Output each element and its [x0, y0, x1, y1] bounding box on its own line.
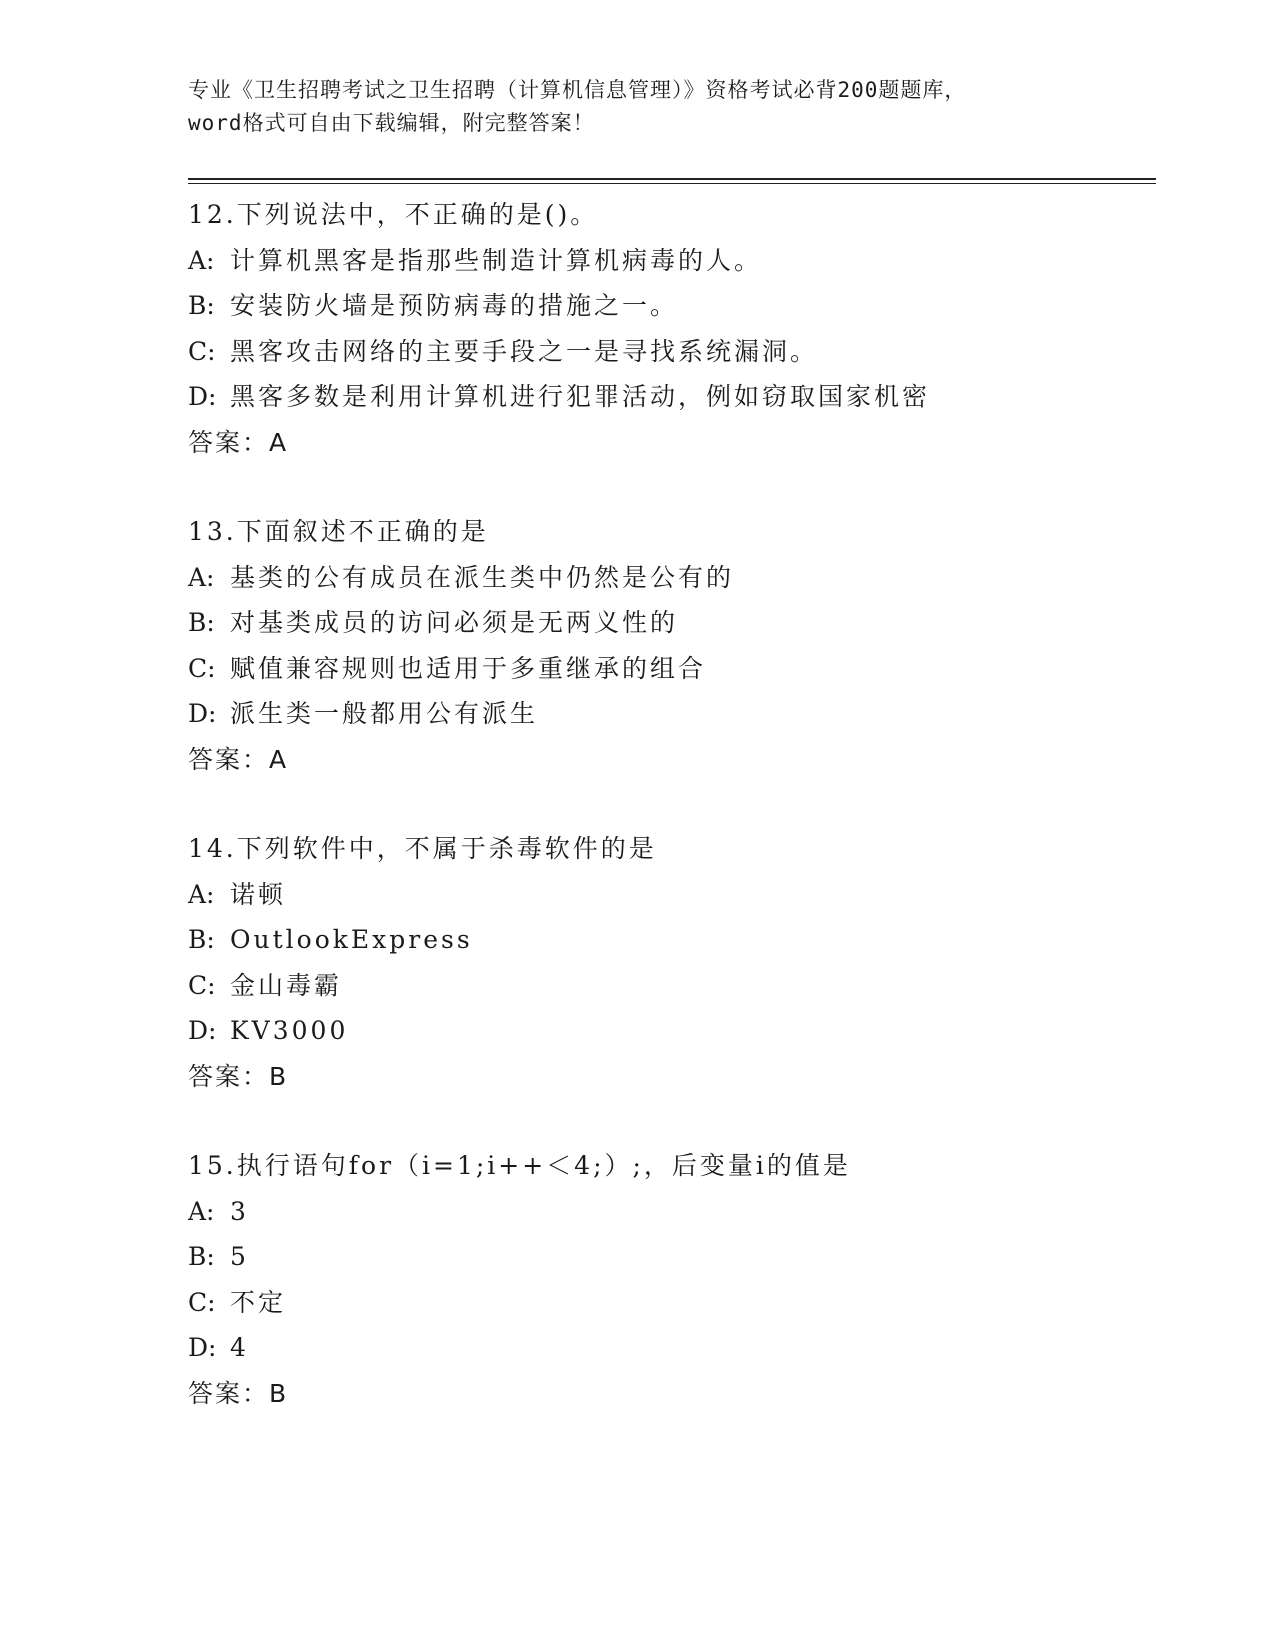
option-a	[188, 238, 1148, 284]
option-label: C:	[188, 1287, 216, 1317]
header-line-2: word格式可自由下载编辑，附完整答案！	[188, 111, 595, 135]
option-label: B:	[188, 925, 215, 954]
option-label: D:	[188, 1016, 217, 1045]
option-a	[188, 1189, 1148, 1235]
option-text: 基类的公有成员在派生类中仍然是公有的	[230, 562, 735, 592]
question-list	[188, 192, 1148, 1460]
option-label: A:	[188, 245, 215, 275]
document-header	[188, 74, 1088, 140]
option-b	[188, 600, 1148, 646]
option-d	[188, 1325, 1148, 1371]
question-15	[188, 1143, 1148, 1416]
option-c	[188, 646, 1148, 692]
option-label: C:	[188, 653, 216, 683]
option-a	[188, 872, 1148, 918]
answer-line: 答案：B	[188, 1061, 289, 1091]
answer-line: 答案：B	[188, 1378, 289, 1408]
option-label: C:	[188, 970, 216, 1000]
question-stem: 15.执行语句for（i=1;i++＜4;）;，后变量i的值是	[188, 1151, 851, 1180]
option-d	[188, 374, 1148, 420]
option-text: 3	[230, 1196, 249, 1226]
option-d	[188, 691, 1148, 737]
header-divider-thin	[188, 183, 1156, 184]
option-text: 赋值兼容规则也适用于多重继承的组合	[230, 653, 707, 683]
option-label: A:	[188, 562, 215, 592]
question-stem: 14.下列软件中，不属于杀毒软件的是	[188, 834, 657, 863]
option-text: 不定	[230, 1287, 287, 1317]
answer-line: 答案：A	[188, 744, 289, 774]
option-text: 黑客多数是利用计算机进行犯罪活动，例如窃取国家机密	[230, 382, 931, 411]
option-c	[188, 1280, 1148, 1326]
question-stem: 12.下列说法中，不正确的是()。	[188, 200, 599, 229]
question-stem: 13.下面叙述不正确的是	[188, 517, 489, 546]
option-text: 计算机黑客是指那些制造计算机病毒的人。	[230, 245, 763, 275]
option-b	[188, 917, 1148, 963]
option-label: A:	[188, 1196, 215, 1226]
option-label: B:	[188, 291, 215, 320]
option-text: 金山毒霸	[230, 970, 343, 1000]
option-b	[188, 283, 1148, 329]
option-label: D:	[188, 699, 217, 728]
answer-line: 答案：A	[188, 427, 289, 457]
option-text: 派生类一般都用公有派生	[230, 699, 539, 728]
option-text: KV3000	[230, 1016, 349, 1045]
option-text: 安装防火墙是预防病毒的措施之一。	[230, 291, 679, 320]
option-label: D:	[188, 382, 217, 411]
option-label: B:	[188, 608, 215, 637]
question-13	[188, 509, 1148, 782]
option-text: 5	[230, 1242, 249, 1271]
option-text: OutlookExpress	[230, 925, 473, 954]
option-text: 对基类成员的访问必须是无两义性的	[230, 608, 679, 637]
option-text: 诺顿	[230, 879, 287, 909]
option-label: C:	[188, 336, 216, 366]
option-d	[188, 1008, 1148, 1054]
option-a	[188, 555, 1148, 601]
option-b	[188, 1234, 1148, 1280]
option-text: 黑客攻击网络的主要手段之一是寻找系统漏洞。	[230, 336, 819, 366]
option-label: D:	[188, 1333, 217, 1362]
question-12	[188, 192, 1148, 465]
header-divider-thick	[188, 178, 1156, 180]
option-text: 4	[230, 1333, 249, 1362]
option-c	[188, 329, 1148, 375]
header-line-1: 专业《卫生招聘考试之卫生招聘（计算机信息管理）》资格考试必背200题题库，	[188, 78, 967, 102]
option-c	[188, 963, 1148, 1009]
question-14	[188, 826, 1148, 1099]
option-label: B:	[188, 1242, 215, 1271]
option-label: A:	[188, 879, 215, 909]
